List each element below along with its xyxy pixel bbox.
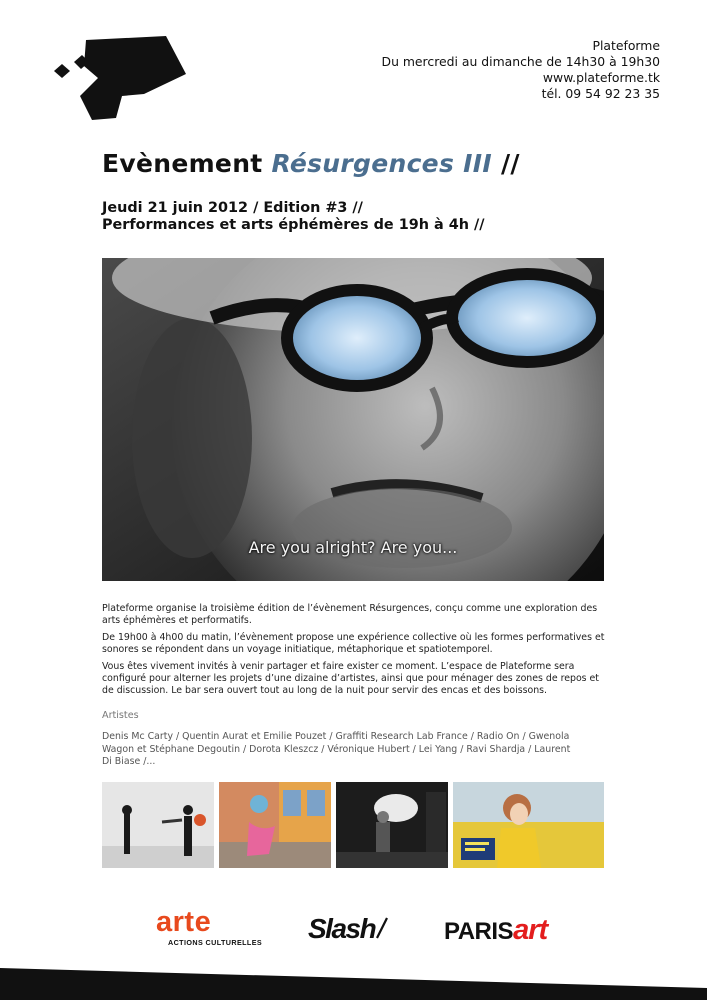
parisart-art: art: [513, 914, 548, 946]
parisart-logo: [444, 914, 547, 947]
bottom-decorative-band: [0, 968, 707, 1000]
hero-portrait: [102, 258, 604, 581]
contact-info: [382, 38, 660, 102]
website[interactable]: www.plateforme.tk: [542, 70, 660, 85]
thumbnail-performers-white-wall: [102, 782, 214, 868]
event-title: [102, 149, 520, 178]
event-date: Jeudi 21 juin 2012 / Edition #3 //: [102, 200, 363, 216]
sponsor-logos: [150, 906, 560, 952]
arte-logo: [150, 906, 270, 952]
arte-subtitle: ACTIONS CULTURELLES: [168, 938, 263, 947]
slash-mark-icon: [375, 916, 389, 940]
hero-subtitle: Are you alright? Are you...: [248, 538, 458, 557]
parisart-paris: PARIS: [444, 918, 514, 945]
artists-list: Denis Mc Carty / Quentin Aurat et Emilie Pouzet / Graffiti Research Lab France / Radio On / Gwenola Wagon et Stéphane Degoutin / Dorota Kleszcz / Véronique Hubert / Lei Yang / Ravi Shardja / Laurent Di Biase /...: [102, 731, 571, 768]
title-event-name: Résurgences III: [271, 149, 492, 178]
description-paragraph: De 19h00 à 4h00 du matin, l’évènement propose une expérience collective où les formes performatives et sonores se répondent dans un voyage initiatique, métaphorique et spatiotemporel.: [102, 632, 605, 655]
opening-hours: Du mercredi au dimanche de 14h30 à 19h30: [381, 54, 660, 69]
plateforme-logo: [36, 34, 188, 122]
thumbnail-dark-room: [336, 782, 448, 868]
title-prefix: Evènement: [102, 149, 272, 178]
hero-image: [102, 258, 604, 581]
description-paragraph: Vous êtes vivement invités à venir partager et faire exister ce moment. L’espace de Plateforme sera configuré pour alterner les projets d’une dizaine d’artistes, ainsi que pour ménager des zones de repos et de discussion. Le bar sera ouvert tout au long de la nuit pour servir des encas et des boissons.: [102, 661, 599, 696]
artists-heading: Artistes: [102, 710, 139, 721]
event-schedule: Performances et arts éphémères de 19h à 4h //: [102, 217, 485, 233]
event-subtitle: [102, 200, 484, 234]
slash-logo: [308, 913, 389, 945]
slash-wordmark: Slash: [308, 913, 376, 944]
thumbnail-strip: [102, 782, 604, 868]
venue-name: Plateforme: [592, 38, 660, 53]
title-suffix: //: [491, 149, 520, 178]
thumbnail-street-performer: [219, 782, 331, 868]
phone: tél. 09 54 92 23 35: [541, 86, 660, 101]
description-paragraph: Plateforme organise la troisième édition de l’évènement Résurgences, conçu comme une exploration des arts éphémères et performatifs.: [102, 603, 598, 626]
arte-wordmark: arte: [156, 906, 212, 938]
thumbnail-cheerleader: [453, 782, 604, 868]
event-description: [102, 603, 608, 702]
